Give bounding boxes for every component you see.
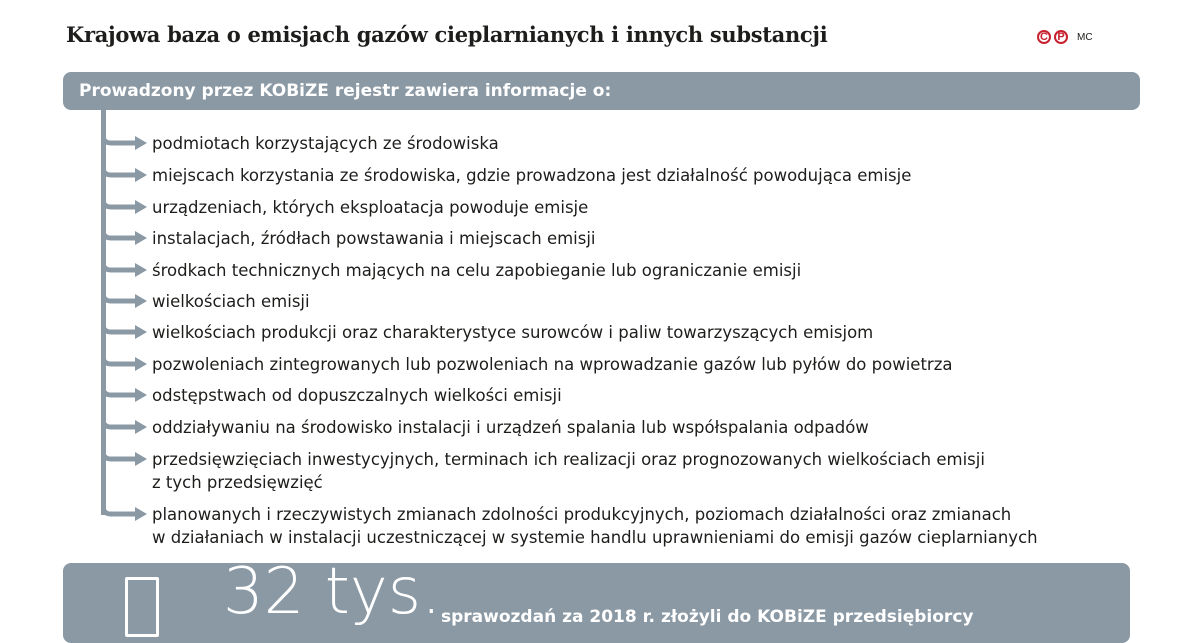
list-item: w działaniach w instalacji uczestniczącej w systemie handlu uprawnieniami do emisji gazów cieplarnianych [152,528,1038,547]
stat-text: sprawozdań za 2018 r. złożyli do KOBiZE przedsiębiorcy [441,607,974,627]
arrow-icon [101,387,147,403]
list-item: wielkościach emisji [152,292,310,311]
author-initials: MC [1077,31,1093,43]
header-bar: Prowadzony przez KOBiZE rejestr zawiera informacje o: [63,72,1140,110]
list-item: podmiotach korzystających ze środowiska [152,134,499,153]
arrow-icon [101,324,147,340]
arrow-icon [101,230,147,246]
list-item: odstępstwach od dopuszczalnych wielkości emisji [152,386,562,405]
arrow-icon [101,262,147,278]
stat-box [63,555,1130,643]
list-item: planowanych i rzeczywistych zmianach zdolności produkcyjnych, poziomach działalności oraz zmianach [152,505,1012,524]
list-item: miejscach korzystania ze środowiska, gdzie prowadzona jest działalność powodująca emisje [152,166,912,185]
copyright-icon: C [1037,30,1051,44]
list-item: przedsięwzięciach inwestycyjnych, terminach ich realizacji oraz prognozowanych wielkościach emisji [152,450,985,469]
list-item: oddziaływaniu na środowisko instalacji i urządzeń spalania lub współspalania odpadów [152,418,869,437]
arrow-icon [101,506,147,522]
phonogram-icon: P [1054,30,1068,44]
arrow-icon [101,199,147,215]
arrow-icon [101,293,147,309]
arrow-icon [101,167,147,183]
document-clip-icon [125,577,159,637]
list-item: urządzeniach, których eksploatacja powoduje emisje [152,198,589,217]
list-item: środkach technicznych mających na celu zapobieganie lub ograniczanie emisji [152,261,802,280]
list-item: wielkościach produkcji oraz charakterystyce surowców i paliw towarzyszących emisjom [152,323,874,342]
arrow-icon [101,419,147,435]
page-title: Krajowa baza o emisjach gazów cieplarnianych i innych substancji [66,22,828,47]
list-item: pozwoleniach zintegrowanych lub pozwoleniach na wprowadzanie gazów lub pyłów do powietrza [152,355,953,374]
arrow-icon [101,356,147,372]
stat-value: 32 tys. [223,555,442,629]
arrow-icon [101,451,147,467]
credits [1037,30,1093,44]
list-item: z tych przedsięwzięć [152,473,323,492]
arrow-icon [101,135,147,151]
list-item: instalacjach, źródłach powstawania i miejscach emisji [152,229,596,248]
